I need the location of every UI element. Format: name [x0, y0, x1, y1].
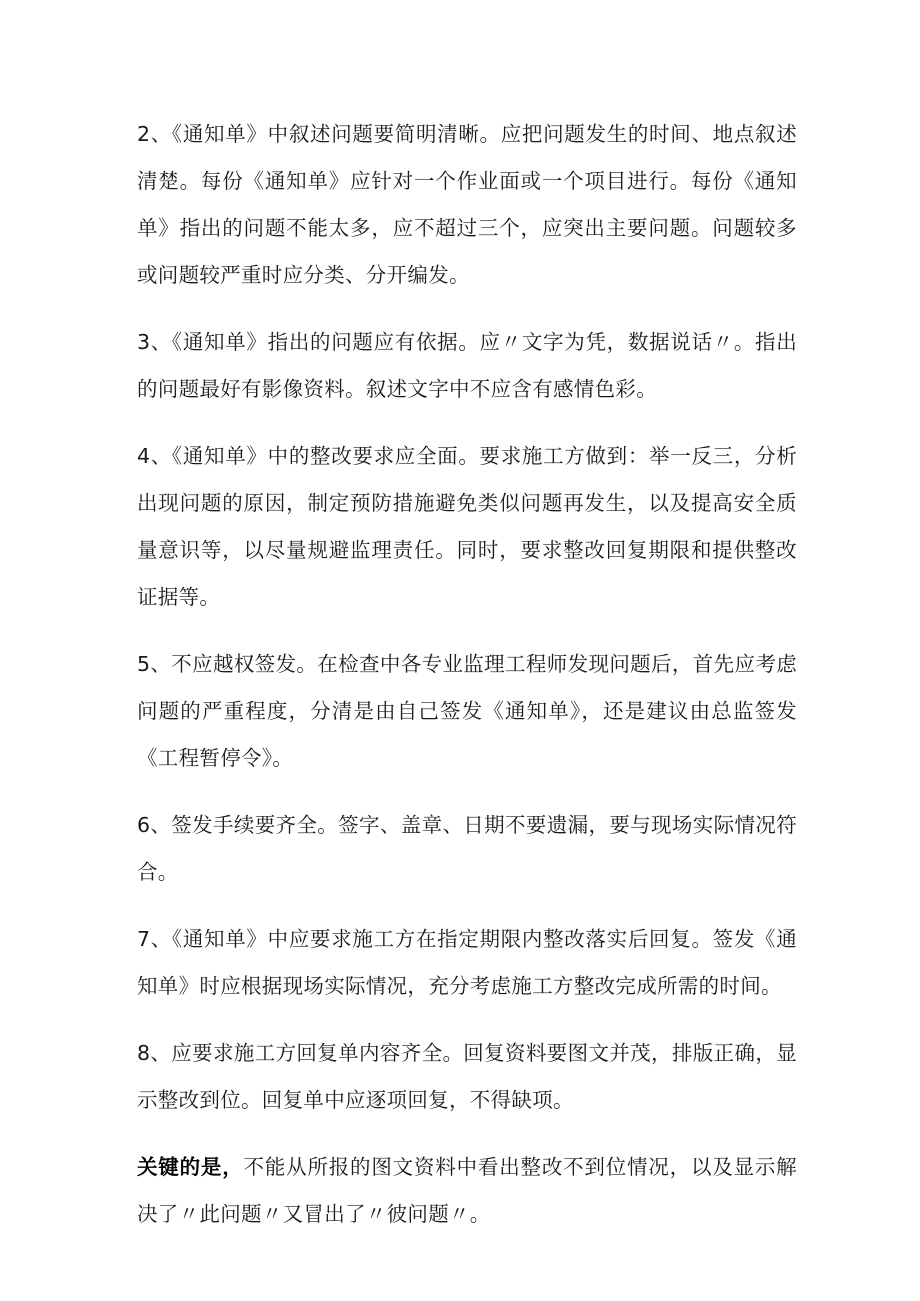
closing-text: 不能从所报的图文资料中看出整改不到位情况，以及显示解决了〃此问题〃又冒出了〃彼问题〃。	[137, 1155, 797, 1226]
paragraph-7: 7、《通知单》中应要求施工方在指定期限内整改落实后回复。签发《通知单》时应根据现场实际情况，充分考虑施工方整改完成所需的时间。	[137, 927, 797, 998]
closing-paragraph	[137, 1144, 797, 1238]
paragraph-8: 8、应要求施工方回复单内容齐全。回复资料要图文并茂，排版正确，显示整改到位。回复单中应逐项回复，不得缺项。	[137, 1041, 797, 1112]
paragraph-2: 2、《通知单》中叙述问题要简明清晰。应把问题发生的时间、地点叙述清楚。每份《通知单》应针对一个作业面或一个项目进行。每份《通知单》指出的问题不能太多，应不超过三个，应突出主要问题。问题较多或问题较严重时应分类、分开编发。	[137, 122, 797, 287]
document-body	[137, 111, 797, 1258]
closing-lead: 关键的是，	[137, 1155, 244, 1179]
paragraph-4: 4、《通知单》中的整改要求应全面。要求施工方做到：举一反三，分析出现问题的原因，制定预防措施避免类似问题再发生，以及提高安全质量意识等，以尽量规避监理责任。同时，要求整改回复期限和提供整改证据等。	[137, 444, 797, 609]
paragraph-6: 6、签发手续要齐全。签字、盖章、日期不要遗漏，要与现场实际情况符合。	[137, 813, 797, 884]
paragraph-3: 3、《通知单》指出的问题应有依据。应〃文字为凭，数据说话〃。指出的问题最好有影像资料。叙述文字中不应含有感情色彩。	[137, 330, 797, 401]
paragraph-5: 5、不应越权签发。在检查中各专业监理工程师发现问题后，首先应考虑问题的严重程度，分清是由自己签发《通知单》，还是建议由总监签发《工程暂停令》。	[137, 652, 797, 770]
